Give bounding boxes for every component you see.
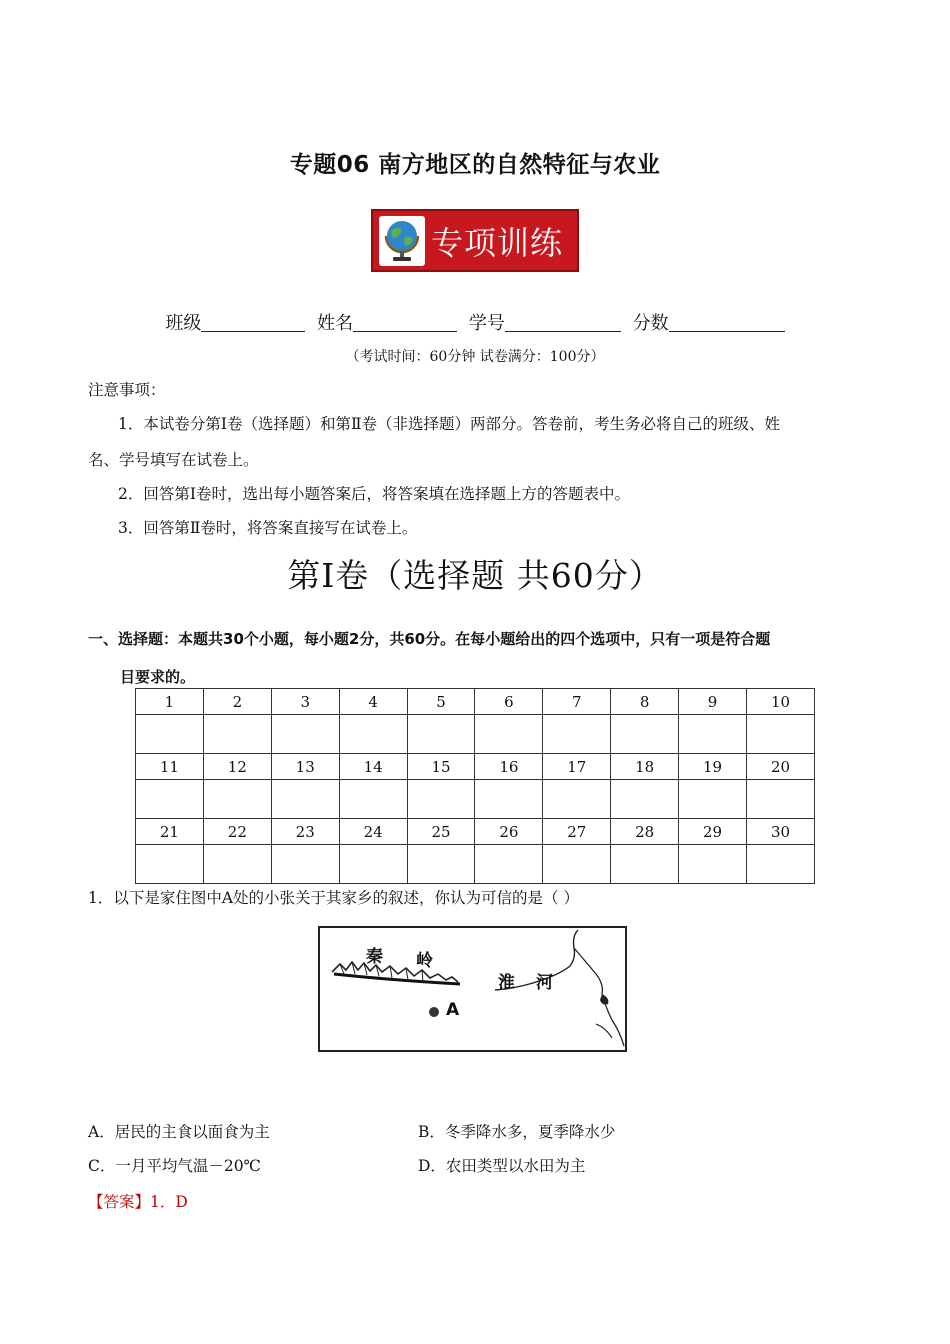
answer-cell[interactable] [747, 780, 815, 819]
page-title: 专题06 南方地区的自然特征与农业 [289, 152, 661, 178]
answer-cell[interactable] [611, 715, 679, 754]
grid-number: 5 [407, 689, 475, 715]
option-d[interactable]: D．农田类型以水田为主 [418, 1157, 586, 1175]
grid-number: 10 [747, 689, 815, 715]
grid-number: 7 [543, 689, 611, 715]
score-label: 分数 [632, 313, 669, 334]
grid-answer-row [136, 715, 815, 754]
answer-cell[interactable] [339, 845, 407, 884]
grid-number-row [136, 819, 815, 845]
answer-cell[interactable] [611, 780, 679, 819]
section-instructions [88, 620, 868, 696]
grid-answer-row [136, 780, 815, 819]
answer-cell[interactable] [407, 715, 475, 754]
option-b[interactable]: B．冬季降水多，夏季降水少 [418, 1123, 616, 1141]
note-item-1: 1．本试卷分第Ⅰ卷（选择题）和第Ⅱ卷（非选择题）两部分。答卷前，考生务必将自己的班级、姓 [118, 415, 781, 433]
answer-cell[interactable] [679, 780, 747, 819]
answer-cell[interactable] [475, 845, 543, 884]
grid-number: 17 [543, 754, 611, 780]
answer-cell[interactable] [543, 780, 611, 819]
grid-number: 12 [203, 754, 271, 780]
special-training-banner [371, 209, 579, 272]
answer-cell[interactable] [747, 715, 815, 754]
answer-cell[interactable] [611, 845, 679, 884]
map-label-he: 河 [536, 973, 553, 993]
banner-label: 专项训练 [431, 223, 564, 262]
answer-cell[interactable] [136, 780, 204, 819]
grid-number: 20 [747, 754, 815, 780]
answer-cell[interactable] [271, 845, 339, 884]
answer-cell[interactable] [475, 780, 543, 819]
grid-number: 6 [475, 689, 543, 715]
note-item-3: 3．回答第Ⅱ卷时，将答案直接写在试卷上。 [118, 519, 418, 537]
note-item-2: 2．回答第Ⅰ卷时，选出每小题答案后，将答案填在选择题上方的答题表中。 [118, 485, 630, 503]
map-label-ling: 岭 [416, 951, 433, 971]
grid-number-row [136, 754, 815, 780]
lake-mark [600, 994, 608, 1005]
answer-cell[interactable] [747, 845, 815, 884]
class-blank[interactable] [201, 313, 305, 332]
point-a-marker [429, 1007, 439, 1017]
class-label: 班级 [165, 313, 202, 334]
grid-number-row [136, 689, 815, 715]
answer-cell[interactable] [679, 845, 747, 884]
id-blank[interactable] [505, 313, 621, 332]
exam-info: （考试时间：60分钟 试卷满分：100分） [345, 349, 605, 365]
grid-number: 25 [407, 819, 475, 845]
coast-line [596, 1024, 612, 1038]
river-east [574, 948, 624, 1046]
answer-cell[interactable] [339, 715, 407, 754]
section-line-2: 目要求的。 [120, 668, 196, 686]
name-blank[interactable] [353, 313, 457, 332]
answer-cell[interactable] [203, 715, 271, 754]
grid-number: 26 [475, 819, 543, 845]
option-a[interactable]: A．居民的主食以面食为主 [88, 1123, 270, 1141]
grid-answer-row [136, 845, 815, 884]
grid-number: 13 [271, 754, 339, 780]
score-blank[interactable] [669, 313, 785, 332]
answer-cell[interactable] [136, 845, 204, 884]
answer-cell[interactable] [543, 845, 611, 884]
answer-cell[interactable] [203, 845, 271, 884]
answer-cell[interactable] [271, 715, 339, 754]
grid-number: 29 [679, 819, 747, 845]
answer-cell[interactable] [679, 715, 747, 754]
grid-number: 21 [136, 819, 204, 845]
option-c[interactable]: C．一月平均气温－20℃ [88, 1157, 261, 1175]
answer-cell[interactable] [136, 715, 204, 754]
notes-heading: 注意事项： [88, 381, 166, 399]
answer-cell[interactable] [407, 780, 475, 819]
part-one-title: 第Ⅰ卷（选择题 共60分） [287, 556, 663, 595]
grid-number: 3 [271, 689, 339, 715]
grid-number: 22 [203, 819, 271, 845]
grid-number: 30 [747, 819, 815, 845]
map-label-huai: 淮 [498, 973, 515, 993]
grid-number: 18 [611, 754, 679, 780]
grid-number: 9 [679, 689, 747, 715]
grid-number: 19 [679, 754, 747, 780]
grid-number: 15 [407, 754, 475, 780]
question-1-stem: 1．以下是家住图中A处的小张关于其家乡的叙述，你认为可信的是（ ） [88, 889, 579, 907]
grid-number: 2 [203, 689, 271, 715]
answer-cell[interactable] [407, 845, 475, 884]
answer-tag: 【答案】 [88, 1193, 151, 1211]
grid-number: 23 [271, 819, 339, 845]
grid-number: 11 [136, 754, 204, 780]
answer-grid [135, 688, 815, 884]
answer-value: 1．D [150, 1193, 188, 1211]
grid-number: 8 [611, 689, 679, 715]
grid-number: 4 [339, 689, 407, 715]
map-label-qin: 秦 [366, 947, 383, 967]
grid-number: 14 [339, 754, 407, 780]
globe-icon [379, 216, 425, 266]
grid-number: 1 [136, 689, 204, 715]
answer-cell[interactable] [339, 780, 407, 819]
answer-cell[interactable] [543, 715, 611, 754]
student-info-fields [0, 309, 950, 335]
answer-line [88, 1190, 188, 1212]
grid-number: 27 [543, 819, 611, 845]
grid-number: 28 [611, 819, 679, 845]
answer-cell[interactable] [271, 780, 339, 819]
answer-cell[interactable] [475, 715, 543, 754]
id-label: 学号 [468, 313, 505, 334]
map-label-a: A [446, 1000, 460, 1020]
section-line-1: 一、选择题：本题共30个小题，每小题2分，共60分。在每小题给出的四个选项中，只有一项是符合题 [88, 630, 771, 648]
grid-number: 16 [475, 754, 543, 780]
name-label: 姓名 [317, 313, 354, 334]
qinling-huaihe-map [318, 926, 627, 1052]
note-item-1-cont: 名、学号填写在试卷上。 [88, 451, 259, 469]
answer-cell[interactable] [203, 780, 271, 819]
grid-number: 24 [339, 819, 407, 845]
